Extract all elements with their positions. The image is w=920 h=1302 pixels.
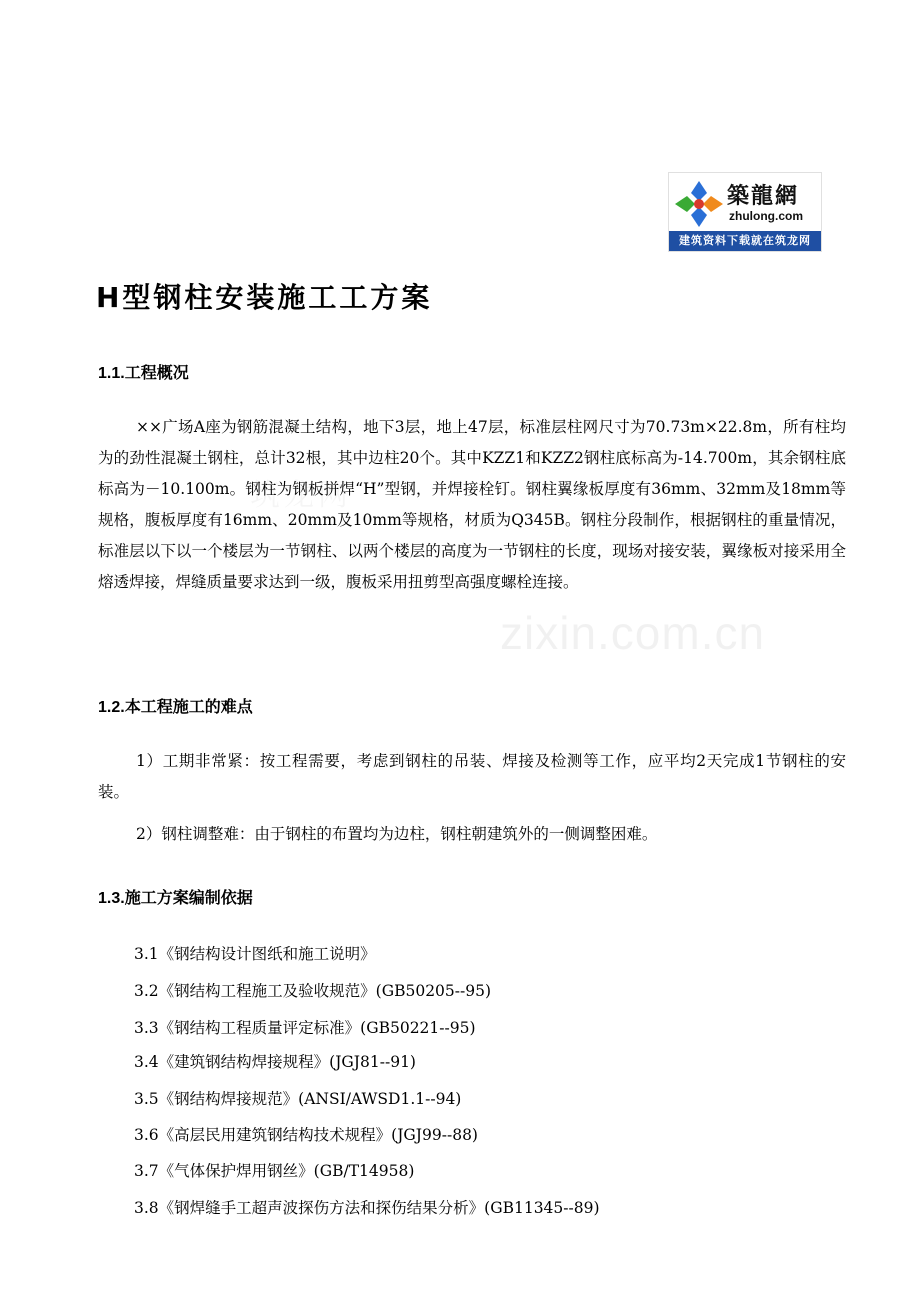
logo-tagline: 建筑资料下载就在筑龙网 [669,231,821,251]
logo-mark-icon [673,179,725,229]
reference-item: 3.3《钢结构工程质量评定标准》(GB50221--95) [134,1019,476,1037]
reference-item: 3.2《钢结构工程施工及验收规范》(GB50205--95) [134,982,492,1000]
section-heading-difficulties: 1.2.本工程施工的难点 [98,699,253,716]
reference-item: 3.1《钢结构设计图纸和施工说明》 [134,945,376,963]
difficulty-item: 1）工期非常紧：按工程需要，考虑到钢柱的吊装、焊接及检测等工作，应平均2天完成1节钢柱的安装。 [98,752,846,801]
site-watermark: zixin.com.cn [500,607,766,659]
reference-item: 3.5《钢结构焊接规范》(ANSI/AWSD1.1--94) [134,1090,462,1108]
difficulty-item: 2）钢柱调整难：由于钢柱的布置均为边柱，钢柱朝建筑外的一侧调整困难。 [136,825,658,843]
overview-paragraph: ××广场A座为钢筋混凝土结构，地下3层，地上47层，标准层柱网尺寸为70.73m×22.8m，所有柱均为的劲性混凝土钢柱，总计32根，其中边柱20个。其中KZZ1和KZZ2钢柱底标高为-14.700m，其余钢柱底标高为－10.100m。钢柱为钢板拼焊“H”型钢，并焊接栓钉。钢柱翼缘板厚度有36mm、32mm及18mm等规格，腹板厚度有16mm、20mm及10mm等规格，材质为Q345B。钢柱分段制作，根据钢柱的重量情况，标准层以下以一个楼层为一节钢柱、以两个楼层的高度为一节钢柱的长度，现场对接安装，翼缘板对接采用全熔透焊接，焊缝质量要求达到一级，腹板采用扭剪型高强度螺栓连接。 [98,418,846,591]
document-title: H型钢柱安装施工工方案 [96,281,433,314]
section-heading-basis: 1.3.施工方案编制依据 [98,890,253,907]
reference-item: 3.4《建筑钢结构焊接规程》(JGJ81--91) [134,1053,416,1071]
reference-item: 3.7《气体保护焊用钢丝》(GB/T14958) [134,1162,415,1180]
section-heading-overview: 1.1.工程概况 [98,365,189,382]
logo-domain: zhulong.com [729,209,803,223]
reference-item: 3.6《高层民用建筑钢结构技术规程》(JGJ99--88) [134,1126,478,1144]
reference-item: 3.8《钢焊缝手工超声波探伤方法和探伤结果分析》(GB11345--89) [134,1199,600,1217]
zhulong-logo [668,172,822,252]
logo-chinese-name: 築龍網 [727,183,800,209]
